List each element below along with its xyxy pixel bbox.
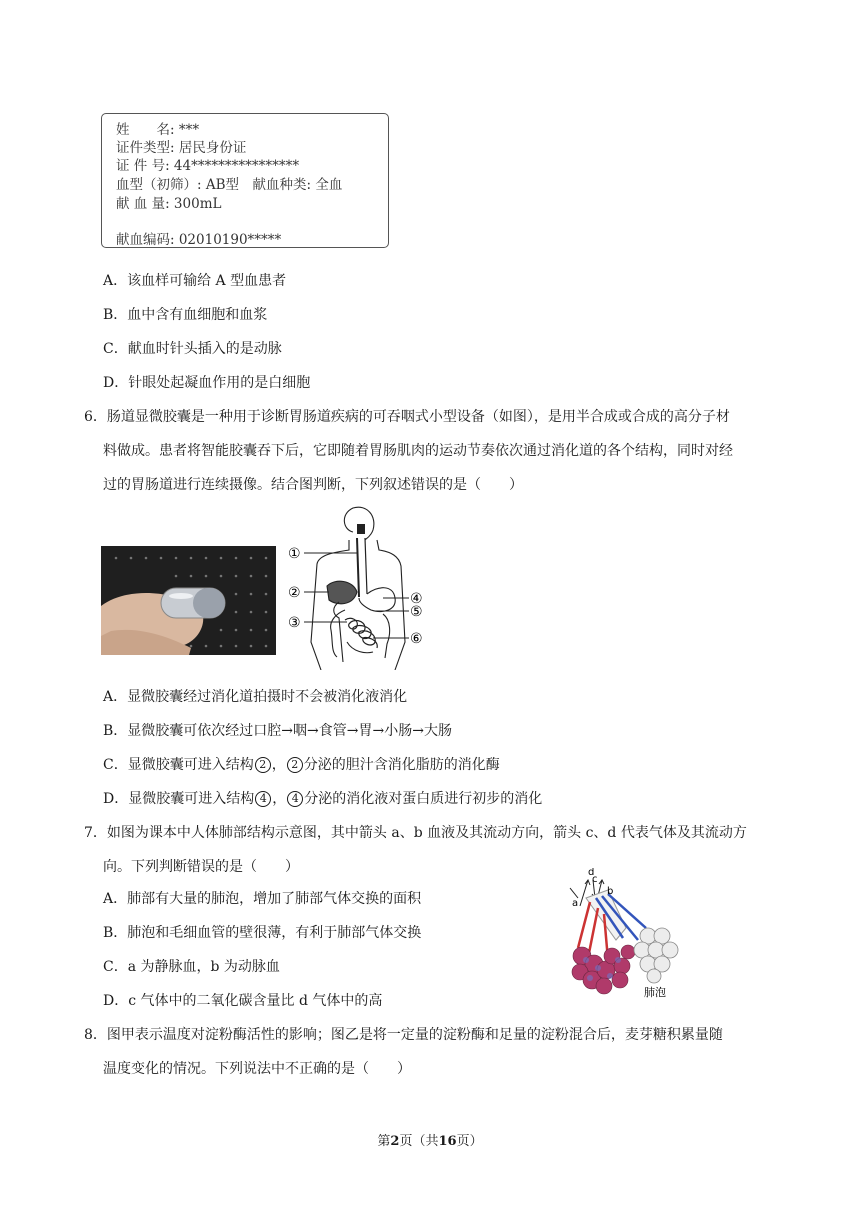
- diagram-label-6: ⑥: [410, 631, 423, 647]
- footer-total-pages: 16: [438, 1134, 457, 1149]
- q6-option-d-num-2: 4: [287, 791, 303, 807]
- lung-caption: 肺泡: [644, 986, 666, 999]
- q6-stem-line-1: 6．肠道显微胶囊是一种用于诊断胃肠道疾病的可吞咽式小型设备（如图），是用半合成或合成的高分子材: [84, 409, 730, 425]
- q7-stem-line-1: 7．如图为课本中人体肺部结构示意图，其中箭头 a、b 血液及其流动方向，箭头 c、d 代表气体及其流动方: [84, 825, 747, 841]
- diagram-label-5: ⑤: [410, 604, 423, 620]
- q6-option-a: A．显微胶囊经过消化道拍摄时不会被消化液消化: [103, 689, 408, 705]
- q6-option-b: B．显微胶囊可依次经过口腔→咽→食管→胃→小肠→大肠: [103, 723, 452, 739]
- diagram-label-3: ③: [288, 615, 301, 631]
- footer-post: 页）: [456, 1134, 483, 1149]
- lung-label-b: b: [607, 886, 614, 897]
- card-code-line: 献血编码: 02010190*****: [116, 232, 282, 248]
- footer-pre: 第: [377, 1134, 391, 1149]
- q6-option-c: [103, 754, 500, 774]
- footer-page-number: 2: [390, 1134, 400, 1149]
- q6-option-d-num: 4: [255, 791, 271, 807]
- card-volume-line: 献 血 量: 300mL: [116, 196, 222, 212]
- q6-option-d-post: 分泌的消化液对蛋白质进行初步的消化: [304, 791, 543, 807]
- card-id-number-line: 证 件 号: 44****************: [116, 158, 300, 174]
- q5-option-b: B．血中含有血细胞和血浆: [103, 307, 268, 323]
- q5-option-d: D．针眼处起凝血作用的是白细胞: [103, 375, 311, 391]
- q6-stem-line-2: 料做成。患者将智能胶囊吞下后，它即随着胃肠肌肉的运动节奏依次通过消化道的各个结构，同时对经: [103, 443, 733, 459]
- q7-option-b: B．肺泡和毛细血管的壁很薄，有利于肺部气体交换: [103, 925, 422, 941]
- lung-label-d: d: [588, 868, 595, 878]
- diagram-label-1: ①: [288, 546, 301, 562]
- footer-mid: 页（共: [399, 1134, 439, 1149]
- q6-stem-line-3: 过的胃肠道进行连续摄像。结合图判断，下列叙述错误的是（ ）: [103, 477, 523, 493]
- card-id-type-line: 证件类型: 居民身份证: [116, 140, 247, 156]
- card-blood-type-line: 血型（初筛）: AB型 献血种类: 全血: [116, 177, 343, 193]
- q6-option-c-pre: C．显微胶囊可进入结构: [103, 757, 254, 773]
- q6-option-d: [103, 788, 542, 808]
- card-name-line: 姓 名: ***: [116, 122, 200, 138]
- diagram-label-4: ④: [410, 591, 423, 607]
- diagram-label-2: ②: [288, 585, 301, 601]
- q6-option-c-mid: ，: [271, 757, 286, 773]
- lung-label-a: a: [572, 898, 579, 909]
- q6-option-d-mid: ，: [272, 791, 287, 807]
- q5-option-a: A．该血样可输给 A 型血患者: [103, 273, 287, 289]
- digestive-system-diagram: [287, 502, 427, 670]
- capsule-photo: [101, 546, 276, 655]
- q7-option-d: D．c 气体中的二氧化碳含量比 d 气体中的高: [103, 993, 383, 1009]
- page-footer: [0, 1130, 860, 1149]
- q7-option-c: C．a 为静脉血，b 为动脉血: [103, 959, 280, 975]
- q6-option-c-post: 分泌的胆汁含消化脂肪的消化酶: [303, 757, 500, 773]
- lung-label-c: c: [592, 874, 598, 885]
- q8-stem-line-1: 8．图甲表示温度对淀粉酶活性的影响；图乙是将一定量的淀粉酶和足量的淀粉混合后，麦芽糖积累量随: [84, 1027, 723, 1043]
- blood-donation-card: [101, 113, 389, 248]
- lung-alveoli-figure: [568, 868, 688, 1002]
- q6-option-c-num-2: 2: [287, 757, 303, 773]
- q6-option-c-num: 2: [255, 757, 271, 773]
- q7-option-a: A．肺部有大量的肺泡，增加了肺部气体交换的面积: [103, 891, 422, 907]
- q7-stem-line-2: 向。下列判断错误的是（ ）: [103, 859, 299, 875]
- q5-option-c: C．献血时针头插入的是动脉: [103, 341, 282, 357]
- q6-option-d-pre: D．显微胶囊可进入结构: [103, 791, 255, 807]
- q8-stem-line-2: 温度变化的情况。下列说法中不正确的是（ ）: [103, 1061, 411, 1077]
